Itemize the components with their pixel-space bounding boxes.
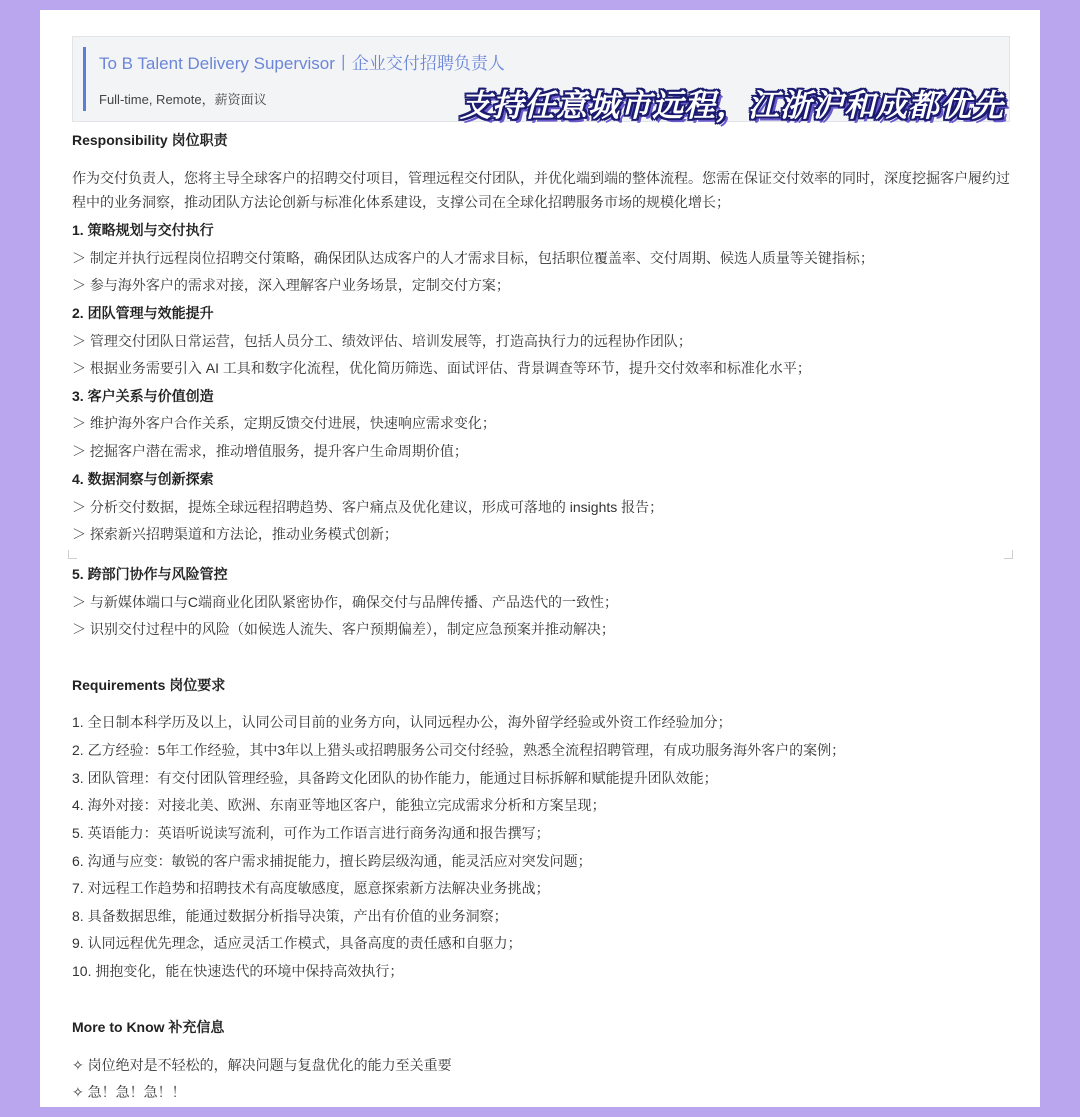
section-title: 5. 跨部门协作与风险管控 — [72, 566, 228, 582]
section-title: 2. 团队管理与效能提升 — [72, 305, 214, 321]
responsibility-intro: 作为交付负责人，您将主导全球客户的招聘交付项目，管理远程交付团队，并优化端到端的整体流程。您需在保证交付效率的同时，深度挖掘客户履约过程中的业务洞察，推动团队方法论创新与标准化体系建设，支撑公司在全球化招聘服务市场的规模化增长； — [72, 170, 1010, 210]
requirement-item: 5. 英语能力：英语听说读写流利，可作为工作语言进行商务沟通和报告撰写； — [72, 825, 550, 841]
header-accent-bar — [83, 47, 86, 111]
list-item: ＞ 识别交付过程中的风险（如候选人流失、客户预期偏差），制定应急预案并推动解决； — [72, 621, 615, 637]
list-item: ＞ 挖掘客户潜在需求，推动增值服务，提升客户生命周期价值； — [72, 443, 468, 459]
job-subtitle: Full-time, Remote，薪资面议 — [99, 92, 267, 107]
requirement-item: 2. 乙方经验：5年工作经验，其中3年以上猎头或招聘服务公司交付经验，熟悉全流程招聘管理，有成功服务海外客户的案例； — [72, 742, 846, 758]
page-break-corner-right — [1004, 550, 1013, 559]
list-item: ＞ 制定并执行远程岗位招聘交付策略，确保团队达成客户的人才需求目标，包括职位覆盖率、交付周期、候选人质量等关键指标； — [72, 250, 874, 266]
list-item: ＞ 参与海外客户的需求对接，深入理解客户业务场景，定制交付方案； — [72, 277, 510, 293]
list-item: ＞ 分析交付数据，提炼全球远程招聘趋势、客户痛点及优化建议，形成可落地的 insights 报告； — [72, 499, 664, 515]
responsibility-heading: Responsibility 岗位职责 — [72, 132, 228, 148]
requirement-item: 4. 海外对接：对接北美、欧洲、东南亚等地区客户，能独立完成需求分析和方案呈现； — [72, 797, 606, 813]
requirements-heading: Requirements 岗位要求 — [72, 677, 226, 693]
requirement-item: 10. 拥抱变化，能在快速迭代的环境中保持高效执行； — [72, 963, 404, 979]
list-item: ＞ 与新媒体端口与C端商业化团队紧密协作，确保交付与品牌传播、产品迭代的一致性； — [72, 594, 618, 610]
requirement-item: 7. 对远程工作趋势和招聘技术有高度敏感度，愿意探索新方法解决业务挑战； — [72, 880, 550, 896]
requirement-item: 1. 全日制本科学历及以上，认同公司目前的业务方向，认同远程办公，海外留学经验或外资工作经验加分； — [72, 714, 732, 730]
more-heading: More to Know 补充信息 — [72, 1019, 225, 1035]
list-item: ＞ 管理交付团队日常运营，包括人员分工、绩效评估、培训发展等，打造高执行力的远程协作团队； — [72, 333, 692, 349]
requirement-item: 3. 团队管理：有交付团队管理经验，具备跨文化团队的协作能力，能通过目标拆解和赋能提升团队效能； — [72, 770, 718, 786]
requirement-item: 8. 具备数据思维，能通过数据分析指导决策，产出有价值的业务洞察； — [72, 908, 508, 924]
more-item: ✧ 急！急！急！！ — [72, 1084, 186, 1100]
section-title: 3. 客户关系与价值创造 — [72, 388, 214, 404]
requirement-item: 9. 认同远程优先理念，适应灵活工作模式，具备高度的责任感和自驱力； — [72, 935, 522, 951]
job-posting-page — [40, 10, 1040, 1107]
list-item: ＞ 探索新兴招聘渠道和方法论，推动业务模式创新； — [72, 526, 398, 542]
list-item: ＞ 根据业务需要引入 AI 工具和数字化流程，优化简历筛选、面试评估、背景调查等环节，提升交付效率和标准化水平； — [72, 360, 811, 376]
remote-banner-text: 支持任意城市远程，江浙沪和成都优先 — [460, 88, 1004, 123]
job-title: To B Talent Delivery Supervisor丨企业交付招聘负责人 — [99, 54, 505, 73]
more-item: ✧ 岗位绝对是不轻松的，解决问题与复盘优化的能力至关重要 — [72, 1057, 452, 1073]
requirement-item: 6. 沟通与应变：敏锐的客户需求捕捉能力，擅长跨层级沟通，能灵活应对突发问题； — [72, 853, 592, 869]
section-title: 1. 策略规划与交付执行 — [72, 222, 214, 238]
page-break-corner-left — [68, 550, 77, 559]
list-item: ＞ 维护海外客户合作关系，定期反馈交付进展，快速响应需求变化； — [72, 415, 496, 431]
section-title: 4. 数据洞察与创新探索 — [72, 471, 214, 487]
